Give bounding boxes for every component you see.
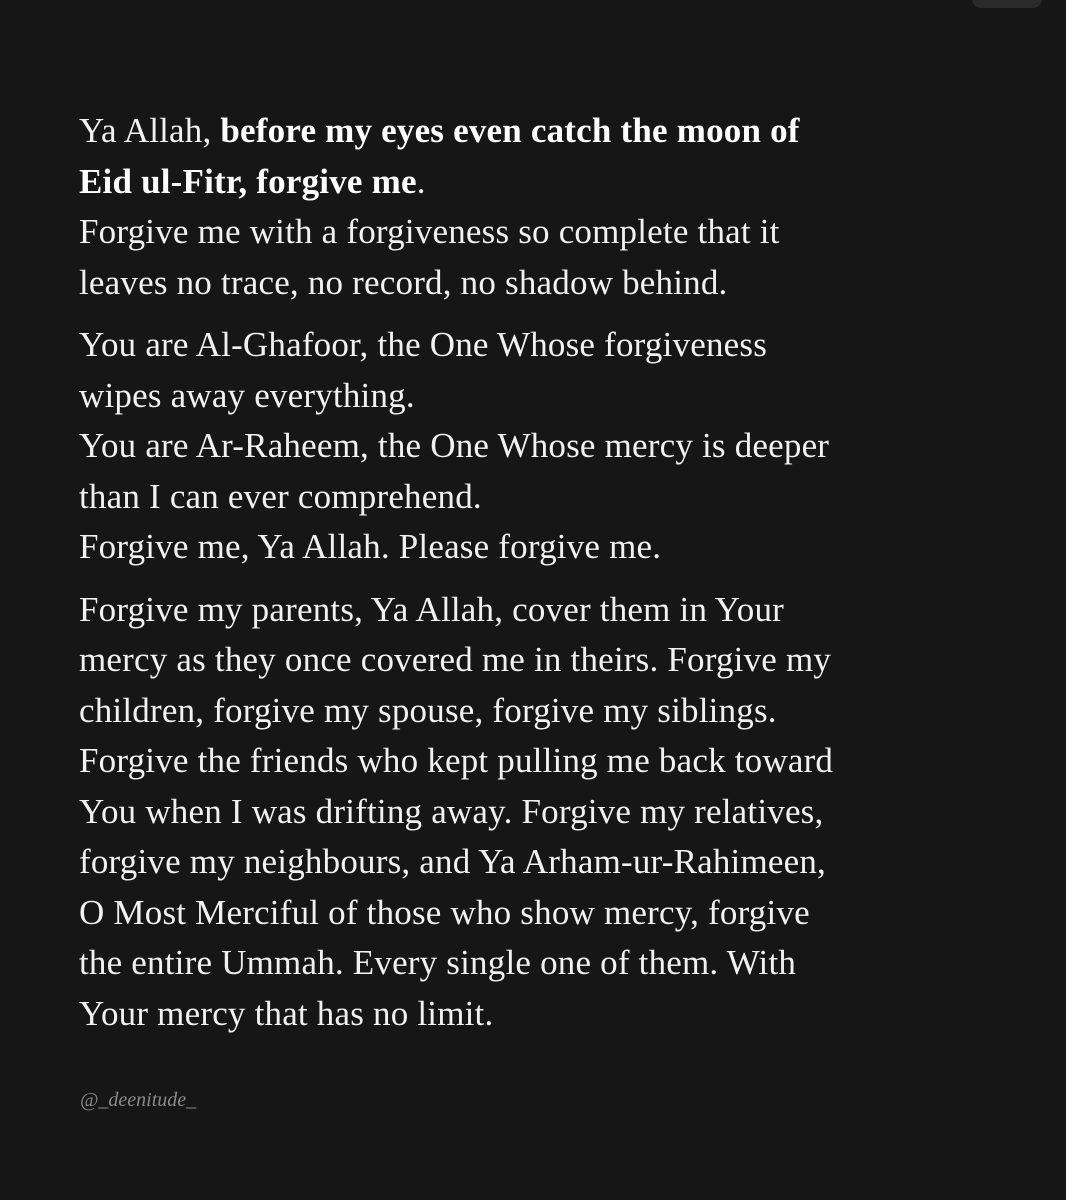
paragraph-3 <box>79 585 1019 1040</box>
paragraph-1-line-3: Forgive me with a forgiveness so complete that it <box>79 212 780 251</box>
paragraph-1 <box>79 106 1019 308</box>
text-span: Ya Allah, <box>79 111 221 150</box>
author-handle: @_deenitude_ <box>80 1089 197 1111</box>
paragraph-3-line-1: Forgive my parents, Ya Allah, cover them in Your <box>79 589 785 629</box>
paragraph-1-line-2 <box>79 157 1019 208</box>
bold-text: Eid ul-Fitr, forgive me <box>79 161 417 201</box>
paragraph-3-line-6: forgive my neighbours, and Ya Arham-ur-Rahimeen, <box>79 842 827 881</box>
paragraph-2-line-1: You are Al-Ghafoor, the One Whose forgiveness <box>79 325 768 364</box>
paragraph-3-line-2: mercy as they once covered me in theirs. Forgive my <box>79 640 832 679</box>
paragraph-1-line-1 <box>79 106 1019 157</box>
paragraph-2-line-4: than I can ever comprehend. <box>79 476 482 516</box>
paragraph-2 <box>79 320 1019 573</box>
paragraph-3-line-9: Your mercy that has no limit. <box>79 993 494 1033</box>
paragraph-2-line-5: Forgive me, Ya Allah. Please forgive me. <box>79 527 662 566</box>
post-text <box>79 106 1019 1051</box>
paragraph-3-line-7: O Most Merciful of those who show mercy, forgive <box>79 892 810 932</box>
paragraph-2-line-3: You are Ar-Raheem, the One Whose mercy is deeper <box>79 426 830 465</box>
text-span: . <box>416 161 426 201</box>
paragraph-3-line-8: the entire Ummah. Every single one of them. With <box>79 943 797 982</box>
paragraph-1-line-4: leaves no trace, no record, no shadow behind. <box>79 262 728 302</box>
bold-text: before my eyes even catch the moon of <box>220 111 800 150</box>
paragraph-2-line-2: wipes away everything. <box>79 375 415 415</box>
paragraph-3-line-5: You when I was drifting away. Forgive my relatives, <box>79 791 824 831</box>
corner-chip <box>972 0 1042 8</box>
paragraph-3-line-4: Forgive the friends who kept pulling me back toward <box>79 741 834 780</box>
paragraph-3-line-3: children, forgive my spouse, forgive my siblings. <box>79 690 777 730</box>
